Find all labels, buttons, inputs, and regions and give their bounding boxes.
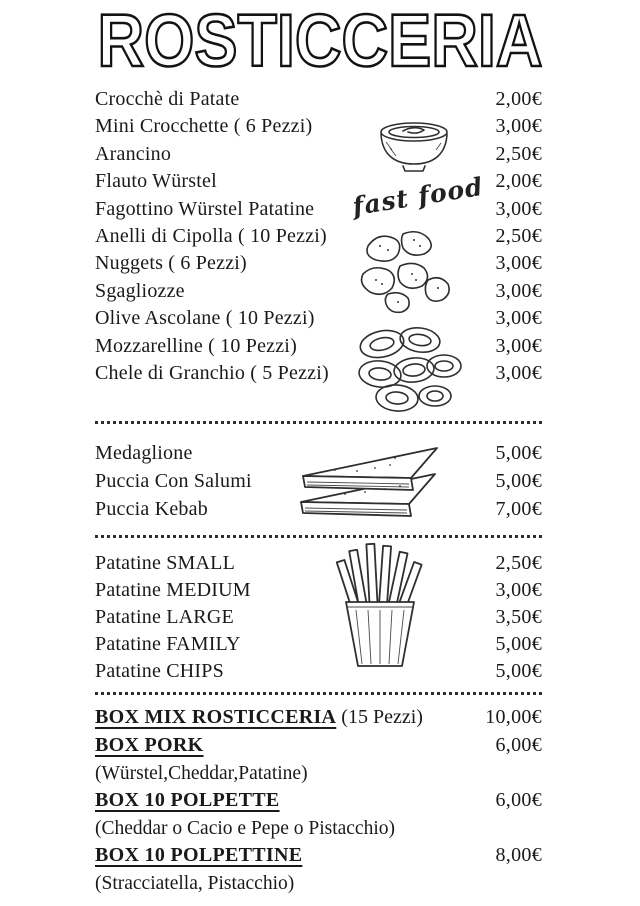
menu-item-row bbox=[95, 223, 542, 250]
item-name-wrap bbox=[95, 704, 423, 732]
menu-item-row bbox=[95, 704, 542, 732]
item-price: 3,00€ bbox=[495, 197, 542, 220]
section-box bbox=[95, 704, 542, 897]
box-item-suffix: (15 Pezzi) bbox=[336, 706, 423, 729]
menu-item-row bbox=[95, 113, 542, 140]
item-name: Puccia Kebab bbox=[95, 498, 208, 521]
menu-item-note-row bbox=[95, 760, 542, 788]
item-price: 2,50€ bbox=[495, 225, 542, 248]
menu-item-row bbox=[95, 467, 542, 495]
item-price: 3,00€ bbox=[495, 334, 542, 357]
item-price: 6,00€ bbox=[495, 789, 542, 812]
box-item-note: (Stracciatella, Pistacchio) bbox=[95, 873, 295, 895]
item-price: 5,00€ bbox=[495, 442, 542, 465]
item-price: 6,00€ bbox=[495, 734, 542, 757]
item-price: 10,00€ bbox=[485, 706, 542, 729]
item-name-wrap bbox=[95, 732, 204, 760]
menu-item-row bbox=[95, 787, 542, 815]
fast-food-label: fast food bbox=[350, 171, 486, 222]
item-name: Patatine FAMILY bbox=[95, 633, 241, 656]
box-item-note: (Cheddar o Cacio e Pepe o Pistacchio) bbox=[95, 817, 395, 839]
menu-item-row bbox=[95, 86, 542, 113]
menu-item-row bbox=[95, 305, 542, 332]
item-name: Mozzarelline ( 10 Pezzi) bbox=[95, 334, 297, 357]
menu-item-row bbox=[95, 196, 542, 223]
menu-item-row bbox=[95, 278, 542, 305]
box-item-name: BOX 10 POLPETTE bbox=[95, 789, 280, 812]
item-price: 2,00€ bbox=[495, 170, 542, 193]
item-price: 5,00€ bbox=[495, 633, 542, 656]
item-name: Patatine SMALL bbox=[95, 552, 236, 575]
menu-item-row bbox=[95, 168, 542, 195]
item-name: Medaglione bbox=[95, 442, 193, 465]
menu-item-row bbox=[95, 732, 542, 760]
item-name: Nuggets ( 6 Pezzi) bbox=[95, 252, 247, 275]
item-price: 2,50€ bbox=[495, 552, 542, 575]
item-name: Anelli di Cipolla ( 10 Pezzi) bbox=[95, 225, 327, 248]
item-price: 3,00€ bbox=[495, 362, 542, 385]
item-name: Patatine LARGE bbox=[95, 606, 234, 629]
item-name: Fagottino Würstel Patatine bbox=[95, 197, 315, 220]
dotted-divider bbox=[95, 692, 542, 695]
menu-item-row bbox=[95, 604, 542, 631]
item-price: 2,50€ bbox=[495, 142, 542, 165]
item-name: Chele di Granchio ( 5 Pezzi) bbox=[95, 362, 329, 385]
item-name: Olive Ascolane ( 10 Pezzi) bbox=[95, 307, 315, 330]
box-item-name: BOX 10 POLPETTINE bbox=[95, 844, 303, 867]
menu-item-row bbox=[95, 360, 542, 387]
menu-item-row bbox=[95, 842, 542, 870]
item-name: Crocchè di Patate bbox=[95, 88, 240, 110]
box-item-name: BOX PORK bbox=[95, 734, 204, 757]
item-name-wrap bbox=[95, 842, 302, 870]
menu-item-note-row bbox=[95, 870, 542, 898]
menu-item-row bbox=[95, 577, 542, 604]
title-outline-text bbox=[0, 0, 640, 84]
item-name: Flauto Würstel bbox=[95, 170, 217, 193]
item-price: 3,00€ bbox=[495, 579, 542, 602]
item-price: 3,00€ bbox=[495, 115, 542, 138]
page-title: ROSTICCERIA bbox=[97, 0, 543, 82]
item-name: Mini Crocchette ( 6 Pezzi) bbox=[95, 115, 313, 138]
item-price: 7,00€ bbox=[495, 498, 542, 521]
item-price: 5,00€ bbox=[495, 660, 542, 683]
dotted-divider bbox=[95, 421, 542, 424]
section-fries bbox=[95, 550, 542, 685]
menu-item-row bbox=[95, 495, 542, 523]
item-name: Puccia Con Salumi bbox=[95, 470, 252, 493]
menu-item-row bbox=[95, 250, 542, 277]
box-item-note: (Würstel,Cheddar,Patatine) bbox=[95, 762, 308, 784]
section-sandwich bbox=[95, 439, 542, 523]
item-name: Sgagliozze bbox=[95, 279, 185, 302]
menu-item-row bbox=[95, 550, 542, 577]
item-price: 3,00€ bbox=[495, 307, 542, 330]
title-area bbox=[0, 0, 640, 84]
item-name: Arancino bbox=[95, 142, 172, 165]
item-name: Patatine MEDIUM bbox=[95, 579, 251, 602]
item-name-wrap bbox=[95, 787, 280, 815]
item-price: 3,50€ bbox=[495, 606, 542, 629]
item-name: Patatine CHIPS bbox=[95, 660, 224, 683]
section-fried bbox=[95, 86, 542, 387]
item-price: 3,00€ bbox=[495, 252, 542, 275]
menu-item-row bbox=[95, 333, 542, 360]
menu-item-row bbox=[95, 439, 542, 467]
box-item-name: BOX MIX ROSTICCERIA bbox=[95, 706, 337, 729]
dotted-divider bbox=[95, 535, 542, 538]
item-price: 2,00€ bbox=[495, 88, 542, 110]
menu-item-row bbox=[95, 631, 542, 658]
menu-item-note-row bbox=[95, 815, 542, 843]
menu-body bbox=[95, 86, 542, 898]
item-price: 3,00€ bbox=[495, 279, 542, 302]
menu-item-row bbox=[95, 658, 542, 685]
menu-item-row bbox=[95, 141, 542, 168]
item-price: 8,00€ bbox=[495, 844, 542, 867]
item-price: 5,00€ bbox=[495, 470, 542, 493]
